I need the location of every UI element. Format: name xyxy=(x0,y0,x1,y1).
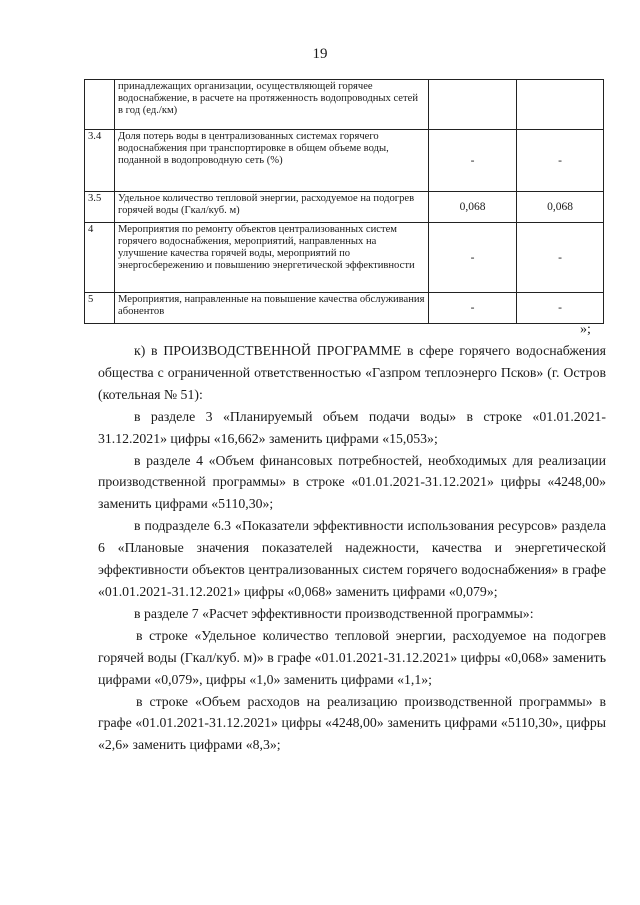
row-value-1: 0,068 xyxy=(429,192,517,223)
page-number: 19 xyxy=(312,46,328,62)
row-number: 3.5 xyxy=(85,192,115,223)
table-row xyxy=(85,130,604,192)
row-value-2: - xyxy=(517,130,604,192)
row-number: 4 xyxy=(85,223,115,293)
row-value-1 xyxy=(429,80,517,130)
indicators-table xyxy=(84,79,604,324)
table-row xyxy=(85,80,604,130)
row-value-2 xyxy=(517,80,604,130)
table-row xyxy=(85,192,604,223)
paragraph-row-expenses: в строке «Объем расходов на реализацию производственной программы» в графе «01.01.2021-31.12.2021» цифры «4248,00» заменить цифрами «5110,30», цифры «2,6» заменить цифрами «8,3»; xyxy=(98,693,606,753)
paragraph-program-heading: к) в ПРОИЗВОДСТВЕННОЙ ПРОГРАММЕ в сфере горячего водоснабжения общества с ограниченной ответственностью «Газпром теплоэнерго Псков» (г. Остров (котельная № 51): xyxy=(98,343,606,402)
row-value-2: 0,068 xyxy=(517,192,604,223)
row-value-2: - xyxy=(517,223,604,293)
row-description: Мероприятия, направленные на повышение качества обслуживания абонентов xyxy=(115,293,429,324)
paragraph-section-4: в разделе 4 «Объем финансовых потребностей, необходимых для реализации производственной программы» в строке «01.01.2021-31.12.2021» цифры «4248,00» заменить цифрами «5110,30»; xyxy=(98,452,606,512)
paragraph-section-3: в разделе 3 «Планируемый объем подачи воды» в строке «01.01.2021-31.12.2021» цифры «16,662» заменить цифрами «15,053»; xyxy=(98,408,606,446)
row-value-1: - xyxy=(429,223,517,293)
document-body xyxy=(98,340,606,756)
row-description: Удельное количество тепловой энергии, расходуемое на подогрев горячей воды (Гкал/куб. м) xyxy=(115,192,429,223)
row-description: принадлежащих организации, осуществляющей горячее водоснабжение, в расчете на протяженность водопроводных сетей в год (ед./км) xyxy=(115,80,429,130)
row-description: Мероприятия по ремонту объектов централизованных систем горячего водоснабжения, мероприятий, направленных на улучшение качества горячей воды, мероприятий по энергосбережению и повышению энергетической эффективности xyxy=(115,223,429,293)
paragraph-row-heat-energy: в строке «Удельное количество тепловой энергии, расходуемое на подогрев горячей воды (Гкал/куб. м)» в графе «01.01.2021-31.12.2021» цифры «0,068» заменить цифрами «0,079», цифры «1,0» заменить цифрами «1,1»; xyxy=(98,627,606,687)
table-closing-quote: »; xyxy=(580,322,591,337)
paragraph-section-7: в разделе 7 «Расчет эффективности производственной программы»: xyxy=(134,605,534,621)
row-description: Доля потерь воды в централизованных системах горячего водоснабжения при транспортировке в общем объеме воды, поданной в водопроводную сеть (%) xyxy=(115,130,429,192)
table-row xyxy=(85,223,604,293)
row-value-1: - xyxy=(429,293,517,324)
row-number: 3.4 xyxy=(85,130,115,192)
row-value-1: - xyxy=(429,130,517,192)
table-row xyxy=(85,293,604,324)
row-number xyxy=(85,80,115,130)
paragraph-subsection-6-3: в подразделе 6.3 «Показатели эффективности использования ресурсов» раздела 6 «Плановые значения показателей надежности, качества и энергетической эффективности объектов централизованных систем горячего водоснабжения» в графе «01.01.2021-31.12.2021» цифры «0,068» заменить цифрами «0,079»; xyxy=(98,518,606,599)
row-value-2: - xyxy=(517,293,604,324)
row-number: 5 xyxy=(85,293,115,324)
